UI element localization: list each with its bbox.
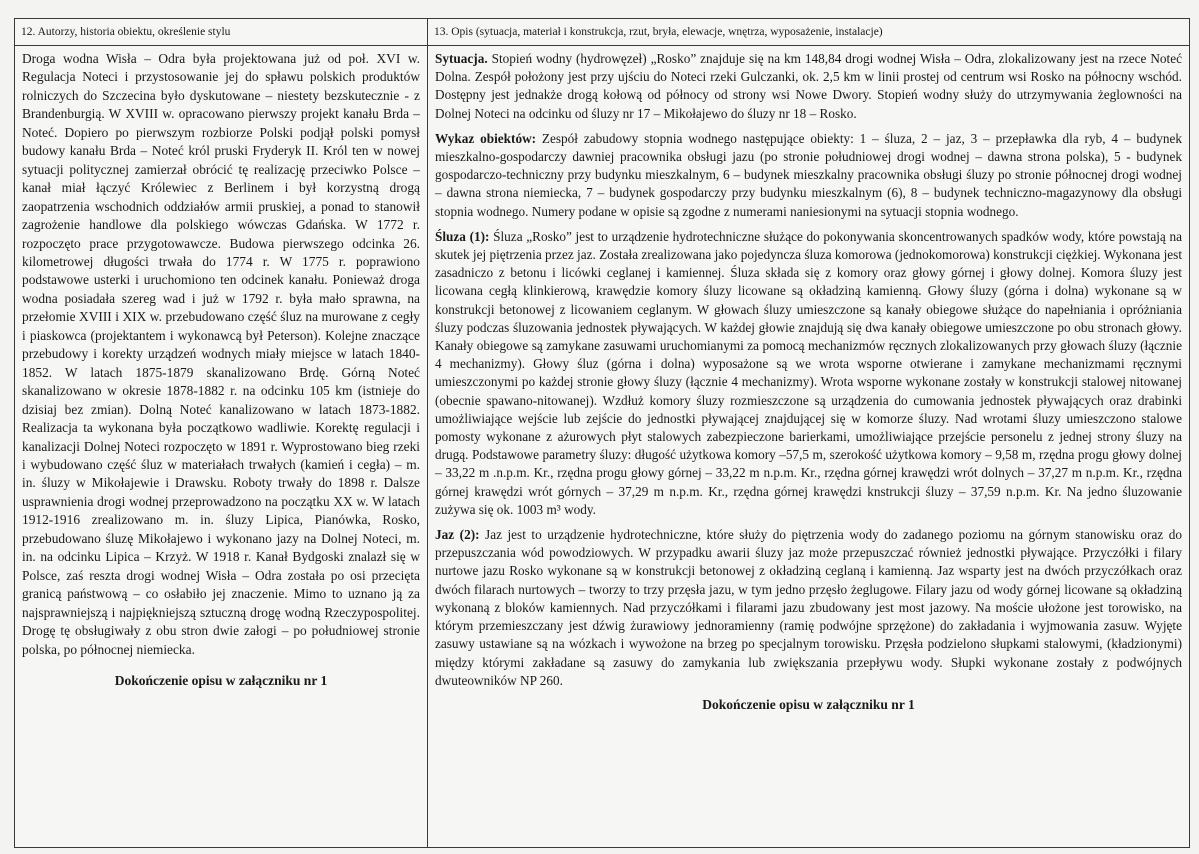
description-column: [428, 19, 1189, 847]
history-text: Droga wodna Wisła – Odra była projektowana już od poł. XVI w. Regulacja Noteci i przystosowanie jej do spławu polskich produktów rolniczych do Szczecina było dyskutowane – niestety bezskutecznie - z Brandenburgią. W XVIII w. opracowano pierwszy projekt kanału Brda – Noteć. Dopiero po pierwszym rozbiorze Polski podjął polski pomysł budowy kanału Brda – Noteć król pruski Fryderyk II. Król ten w nowej sytuacji politycznej zamierzał obrócić tę realizację przeciwko Polsce – kanał miał łączyć Królewiec z Berlinem i był korzystną drogą zaopatrzenia wschodnich oddziałów armii pruskiej, a ponad to stanowił zagrożenie handlowe dla polskiego wówczas Gdańska. W 1772 r. rozpoczęto prace przygotowawcze. Budowa pierwszego odcinka 26. kilometrowej długości trwała do 1774 r. W 1775 r. poprawiono podstawowe usterki i uruchomiono ten odcinek kanału. Ponieważ droga wodna posiadała szereg wad i już w 1792 r. była mało sprawna, na przełomie XVIII i XIX w. przebudowano część śluz na murowane z cegły i piaskowca (projektantem i wykonawcą był Peterson). Kolejne znaczące przebudowy i korekty urządzeń wodnych miały miejsce w latach 1840-1852. W latach 1875-1879 skanalizowano Brdę. Górną Noteć skanalizowano w okresie 1878-1882 r. na odcinku 105 km (istnieje do dzisiaj bez zmian). Dolną Noteć kanalizowano w latach 1873-1882. Realizacja ta wykonana była początkowo wadliwie. Korektę regulacji i kanalizacji Dolnej Noteci rozpoczęto w 1891 r. Wyprostowano bieg rzeki i wybudowano część śluz w materiałach trwałych (kamień i cegła) – m. in. śluzy w Mikołajewie i Drawsku. Roboty trwały do 1898 r. Dalsze usprawnienia drogi wodnej przeprowadzono na początku XX w. W latach 1912-1916 zrealizowano m. in. śluzy Lipica, Pianówka, Rosko, przebudowano śluzę Mikołajewo i wykonano jazy na Dolnej Noteci, m. in. na odcinku Lipica – Krzyż. W 1918 r. Kanał Bydgoski znalazł się w Polsce, zaś reszta drogi wodnej Wisła – Odra została po osi przecięta granicą państwową – co osłabiło jej znaczenie. Mimo to uznano ją za najsprawniejszą i najpiękniejszą sztuczną drogę wodną Rzeczypospolitej. Drogę tę obsługiwały z obu stron dwie załogi – po południowej stronie polska, po północnej niemiecka.: [22, 51, 420, 657]
history-body: [15, 46, 427, 689]
text-weir: Jaz jest to urządzenie hydrotechniczne, które służy do piętrzenia wody do zadanego poziomu na górnym stanowisku oraz do przepuszczania wód powodziowych. W przypadku awarii śluzy jaz może przepuszczać również jednostki pływające. Przyczółki i filary nurtowe jazu Rosko wykonane są w konstrukcji betonowej z okładziną ceglaną i kamienną. Jaz wsparty jest na dwóch przyczółkach oraz dwóch filarach nurtowych – tworzy to trzy przęsła jazu, w tym jedno przęsło żeglugowe. Filary jazu od wody górnej licowane są okładziną wykonaną z bloków kamiennych. Nad przyczółkami i filarami jazu zbudowany jest most jazowy. Na moście ułożone jest torowisko, na którym przemieszczany jest dźwig żurawiowy jednoramienny (ramię podwójne sprzężone) do zakładania i wyjmowania zasuw. Wyjęte zasuwy ustawiane są na wózkach i wywożone na brzeg po specjalnym torowisku. Przęsła podzielono słupkami stalowymi, (kładzionymi) między którymi zakładane są zasuwy do zamykania lub zwiększania przepływu wody. Słupki wykonane zostały z podwójnych dwuteowników NP 260.: [435, 527, 1182, 688]
document-sheet: [14, 18, 1190, 848]
text-lock: Śluza „Rosko” jest to urządzenie hydrotechniczne służące do pokonywania skoncentrowanych spadków wody, które powstają na skutek jej piętrzenia przez jaz. Została zrealizowana jako pojedyncza śluza komorowa (jednokomorowa) konstrukcji ciężkiej. Wykonana jest zasadniczo z betonu i licówki ceglanej i kamiennej. Śluza składa się z komory oraz głowy górnej i głowy dolnej. Komora śluzy jest licowana cegłą klinkierową, krawędzie komory śluzy licowane są okładziną kamienną. Głowy śluzy (górna i dolna) wykonane są w konstrukcji betonowej z licowaniem ceglanym. W głowach śluzy umieszczone są kanały obiegowe służące do napełniania i opróżniania śluzy podczas śluzowania jednostek pływających. W każdej głowie znajdują się dwa kanały obiegowe umieszczone po obu stronach głowy. Kanały obiegowe są zamykane zasuwami uruchomianymi za pomocą mechanizmów ręcznych zlokalizowanych przy głowach śluzy (łącznie 4 mechanizmy). Głowy śluz (górna i dolna) wyposażone są we wrota wsporne otwierane i zamykane mechanizmami ręcznymi umieszczonymi po każdej stronie głowy śluzy (łącznie 4 mechanizmy). Wrota wsporne wykonane zostały w konstrukcji stalowej nitowanej (obecnie spawano-nitowanej). Wzdłuż komory śluzy rozmieszczone są urządzenia do cumowania jednostek pływających oraz drabinki umożliwiające wejście lub zejście do jednostki pływającej znajdującej się w komorze śluzy. Nad wrotami śluzy umieszczono stalowe pomosty wykonane z ażurowych płyt stalowych zabezpieczone barierkami, umożliwiające przejście personelu z jednej strony śluzy na drugą. Podstawowe parametry śluzy: długość użytkowa komory –57,5 m, szerokość użytkowa komory – 9,58 m, rzędna progu głowy dolnej – 33,22 m .n.p.m. Kr., rzędna progu głowy górnej – 33,22 m n.p.m. Kr., rzędna górnej krawędzi wrót dolnych – 37,27 m n.p.m. Kr., rzędna górnej krawędzi wrót górnych – 37,29 m n.p.m. Kr., rzędna górnej krawędzi knstrukcji śluzy – 37,59 n.p.m. Kr. Na jedno śluzowanie zużywa się ok. 1003 m³ wody.: [435, 228, 1182, 517]
description-header: 13. Opis (sytuacja, materiał i konstrukcja, rzut, bryła, elewacje, wnętrza, wyposażenie, instalacje): [428, 19, 1189, 46]
paragraph-object-list: [435, 130, 1182, 221]
label-situation: Sytuacja.: [435, 51, 488, 66]
history-column: [15, 19, 428, 847]
paragraph-situation: [435, 50, 1182, 123]
text-object-list: Zespół zabudowy stopnia wodnego następujące obiekty: 1 – śluza, 2 – jaz, 3 – przepławka dla ryb, 4 – budynek mieszkalno-gospodarczy dawniej pracownika obsługi jazu (po stronie południowej drogi wodnej – dawna strona polska), 5 - budynek gospodarczo-techniczny przy budynku mieszkalnym, 6 – budynek mieszkalny pracownika obsługi śluzy po stronie północnej drogi wodnej – dawna strona niemiecka, 7 – budynek gospodarczy przy budynku mieszkalnym (6), 8 – budynek techniczno-magazynowy dla obsługi stopnia wodnego. Numery podane w opisie są zgodne z numerami naniesionymi na sytuacji stopnia wodnego.: [435, 130, 1182, 219]
description-continuation-note: Dokończenie opisu w załączniku nr 1: [702, 696, 915, 712]
history-header: 12. Autorzy, historia obiektu, określenie stylu: [15, 19, 427, 46]
description-body: [428, 46, 1189, 713]
text-situation: Stopień wodny (hydrowęzeł) „Rosko” znajduje się na km 148,84 drogi wodnej Wisła – Odra, zlokalizowany jest na rzece Noteć Dolna. Zespół położony jest przy ujściu do Noteci rzeki Gulczanki, ok. 2,5 km w linii prostej od centrum wsi Rosko na północny wschód. Dostępny jest jednakże drogą kołową od północy od strony wsi Nowe Dwory. Stopień wodny służy do utrzymywania żeglowności na Dolnej Noteci na odcinku od śluzy nr 17 – Mikołajewo do śluzy nr 18 – Rosko.: [435, 51, 1182, 121]
history-continuation-note: Dokończenie opisu w załączniku nr 1: [114, 672, 328, 688]
label-weir: Jaz (2):: [435, 527, 480, 543]
label-lock: Śluza (1):: [435, 228, 490, 244]
paragraph-weir: [435, 526, 1182, 690]
paragraph-lock: [435, 228, 1182, 519]
label-object-list: Wykaz obiektów:: [435, 130, 537, 146]
